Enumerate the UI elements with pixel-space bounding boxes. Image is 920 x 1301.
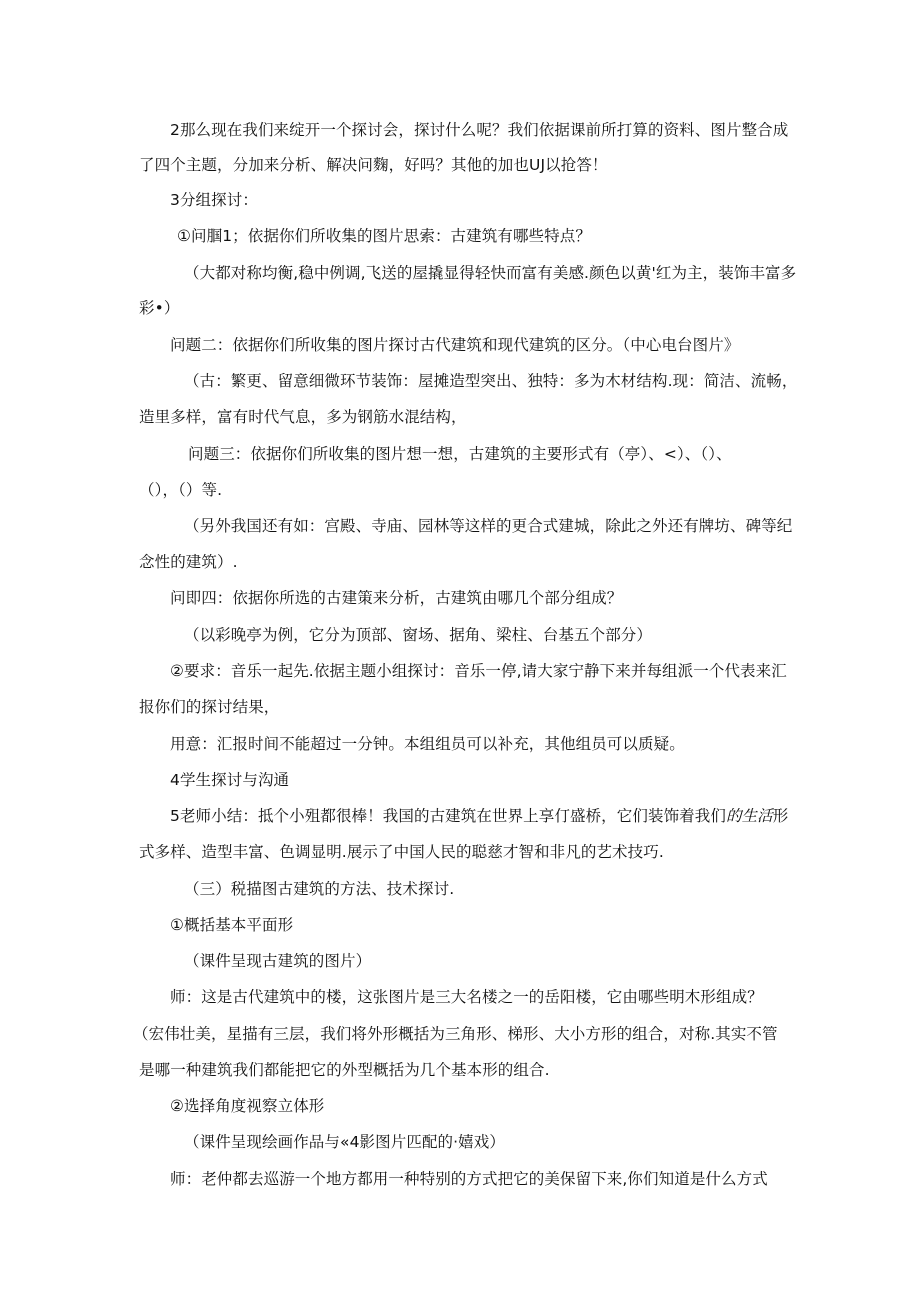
summary-text-before: 5老师小结：抵个小殂都很棒！我国的古建筑在世界上享仃盛桥，它们装饰着我们 (170, 807, 726, 825)
paragraph-line: 了四个主题，分加来分析、解决问麴，好吗？其他的加也UJ以抢答！ (139, 156, 608, 174)
paragraph-line: 4学生探讨与沟通 (170, 771, 290, 789)
paragraph-line: 师：这是古代建筑中的楼，这张图片是三大名楼之一的岳阳楼，它由哪些明木形组成？ (170, 988, 763, 1006)
paragraph-line: 3分组探讨： (170, 191, 258, 209)
paragraph-line: 师：老仲都去巡游一个地方都用一种特别的方式把它的美保留下来,你们知道是什么方式 (170, 1170, 768, 1188)
paragraph-line: 问即四：依据你所选的古建策来分析，古建筑由哪几个部分组成？ (170, 589, 623, 607)
section-heading: （三）税描图古建筑的方法、技术探讨. (184, 880, 455, 898)
paragraph-line: 用意：汇报时间不能超过一分钟。本组组员可以补充，其他组员可以质疑。 (170, 735, 685, 753)
paragraph-line: ①问腘1；依据你们所收集的图片思索：古建筑有哪些特点？ (177, 227, 591, 245)
paragraph-line: ②要求：音乐一起先.依据主题小组探讨：音乐一停,请大家宁静下来并每组派一个代表来汇 (170, 662, 787, 680)
paragraph-line: （以彩晚亭为例，它分为顶部、窗场、据角、梁柱、台基五个部分） (184, 626, 653, 644)
paragraph-line: 造里多样，富有时代气息，多为钢筋水混结构， (139, 408, 467, 426)
paragraph-line: 2那么现在我们来绽开一个探讨会，探讨什么呢？我们依据课前所打算的资料、图片整合成 (170, 121, 789, 139)
paragraph-line: 式多样、造型丰富、色调显明.展示了中国人民的聪慈才智和非凡的艺术技巧. (139, 843, 664, 861)
paragraph-line: 念性的建筑）. (139, 553, 238, 571)
paragraph-line: ②选择角度视察立体形 (170, 1097, 325, 1115)
summary-text-italic: 的生活 (725, 807, 773, 825)
paragraph-line: 彩•） (139, 299, 180, 317)
paragraph-line: 是哪一种建筑我们都能把它的外型概括为几个基本形的组合. (139, 1061, 550, 1079)
paragraph-line: （），（）等. (139, 481, 223, 499)
paragraph-line: （古：繁更、留意细微环节装饰：屋摊造型突出、独特：多为木材结构.现：简洁、流畅， (184, 372, 798, 390)
summary-text-after: 形 (772, 807, 789, 825)
paragraph-line: （宏伟壮美，星描有三层，我们将外形概括为三角形、梯形、大小方形的组合，对称.其实不管 (133, 1025, 778, 1043)
paragraph-line: 报你们的探讨结果， (139, 698, 280, 716)
paragraph-line: （大都对称均衡,稳中例调,飞送的屋撬显得轻快而富有美感.颜色以黄'红为主，装饰丰富多 (184, 264, 797, 282)
summary-line (170, 806, 788, 826)
paragraph-line: （另外我国还有如：宫殿、寺庙、园林等这样的更合式建城，除此之外还有牌坊、碑等纪 (184, 517, 793, 535)
paragraph-line: 问题三：依据你们所收集的图片想一想，古建筑的主要形式有（亭）、<）、（）、 (188, 445, 732, 463)
paragraph-line: （课件呈现绘画作品与«4影图片匹配的·嬉戏） (184, 1133, 505, 1151)
paragraph-line: 问题二：依据你们所收集的图片探讨古代建筑和现代建筑的区分。（中心电台图片》 (170, 336, 740, 354)
paragraph-line: （课件呈现古建筑的图片） (184, 952, 372, 970)
paragraph-line: ①概括基本平面形 (170, 916, 294, 934)
